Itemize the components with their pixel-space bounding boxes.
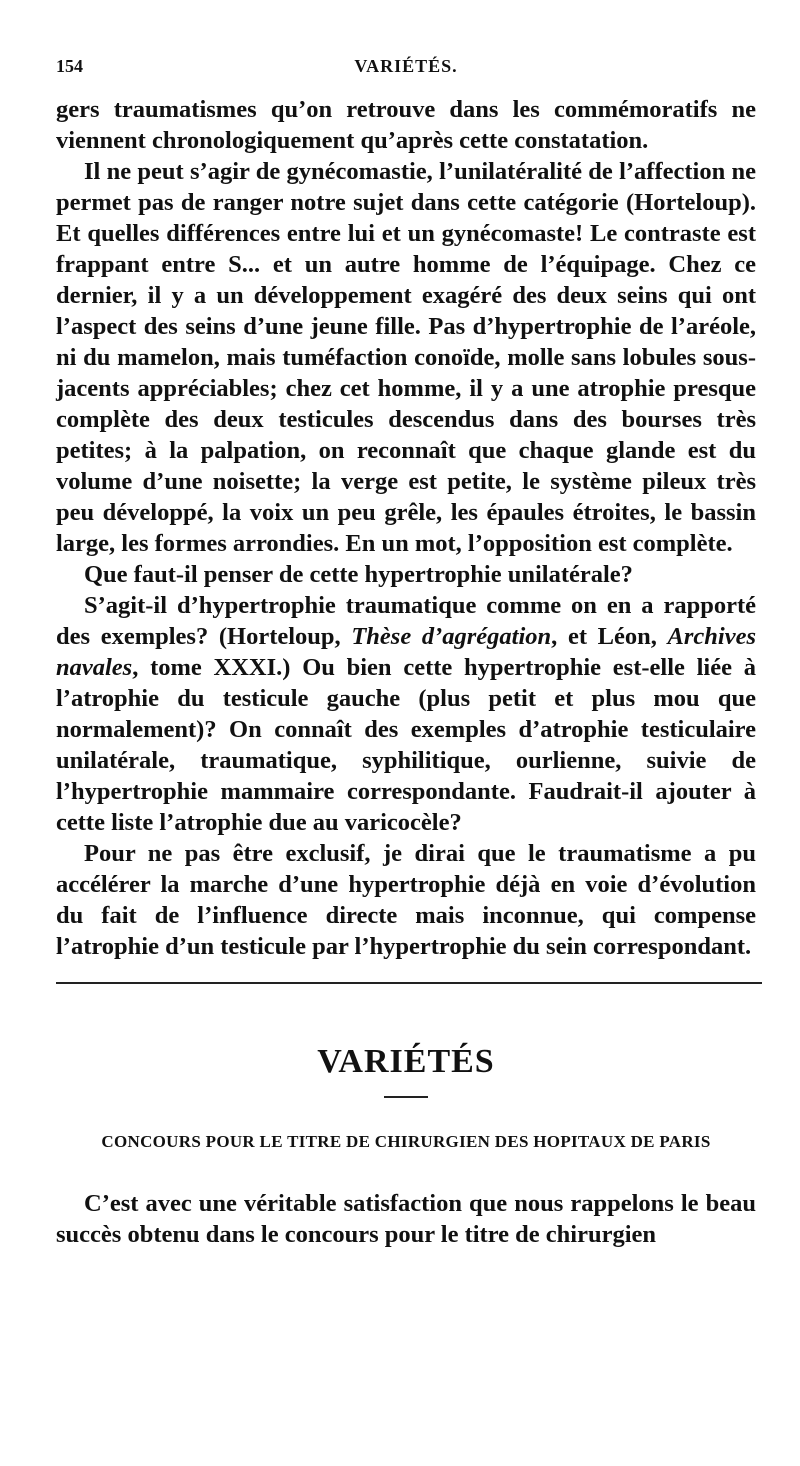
document-page <box>56 56 756 1250</box>
section-subtitle: CONCOURS POUR LE TITRE DE CHIRURGIEN DES HOPITAUX DE PARIS <box>101 1132 711 1151</box>
section-divider <box>56 982 762 984</box>
section-body <box>56 1188 756 1250</box>
hypothesis-text-3: , tome XXXI.) Ou bien cette hypertrophie est-elle liée à l’atrophie du testicule gauche (plus petit et plus mou que normalement)? On connaît des exemples d’atrophie testiculaire unilatérale, traumatique, syphilitique, ourlienne, suivie de l’hypertrophie mammaire correspondante. Faudrait-il ajouter à cette liste l’atrophie due au varicocèle? <box>56 654 756 836</box>
running-header <box>56 56 756 80</box>
running-title: VARIÉTÉS. <box>354 56 458 76</box>
title-underline <box>384 1096 428 1098</box>
article-body <box>56 94 756 962</box>
section-title: VARIÉTÉS <box>317 1043 495 1080</box>
hypothesis-paragraph <box>56 590 756 838</box>
hypothesis-text-2: , et Léon, <box>551 623 668 650</box>
citation-archives: Archives navales <box>56 623 756 681</box>
gynecomastia-paragraph: Il ne peut s’agir de gynécomastie, l’unilatéralité de l’affection ne permet pas de ranger notre sujet dans cette catégorie (Horteloup). Et quelles différences entre lui et un gynécomaste! Le contraste est frappant entre S... et un autre homme de l’équipage. Chez ce dernier, il y a un développement exagéré des deux seins qui ont l’aspect des seins d’une jeune fille. Pas d’hypertrophie de l’aréole, ni du mamelon, mais tuméfaction conoïde, molle sans lobules sous-jacents appréciables; chez cet homme, il y a une atrophie presque complète des deux testicules descendus dans des bourses très petites; à la palpation, on reconnaît que chaque glande est du volume d’une noisette; la verge est petite, le système pileux très peu développé, la voix un peu grêle, les épaules étroites, le bassin large, les formes arrondies. En un mot, l’opposition est complète. <box>56 158 756 557</box>
question-paragraph: Que faut-il penser de cette hypertrophie unilatérale? <box>84 561 633 588</box>
citation-these: Thèse d’agrégation <box>351 623 552 650</box>
page-number: 154 <box>56 56 83 76</box>
section-first-paragraph: C’est avec une véritable satisfaction que nous rappelons le beau succès obtenu dans le concours pour le titre de chirurgien <box>56 1190 756 1248</box>
hypothesis-text-1: S’agit-il d’hypertrophie traumatique comme on en a rapporté des exemples? (Horteloup, <box>56 592 756 650</box>
conclusion-paragraph: Pour ne pas être exclusif, je dirai que le traumatisme a pu accélérer la marche d’une hypertrophie déjà en voie d’évolution du fait de l’influence directe mais inconnue, qui compense l’atrophie d’un testicule par l’hypertrophie du sein correspondant. <box>56 840 756 960</box>
continuation-paragraph: gers traumatismes qu’on retrouve dans les commémoratifs ne viennent chronologiquement qu’après cette constatation. <box>56 96 756 154</box>
